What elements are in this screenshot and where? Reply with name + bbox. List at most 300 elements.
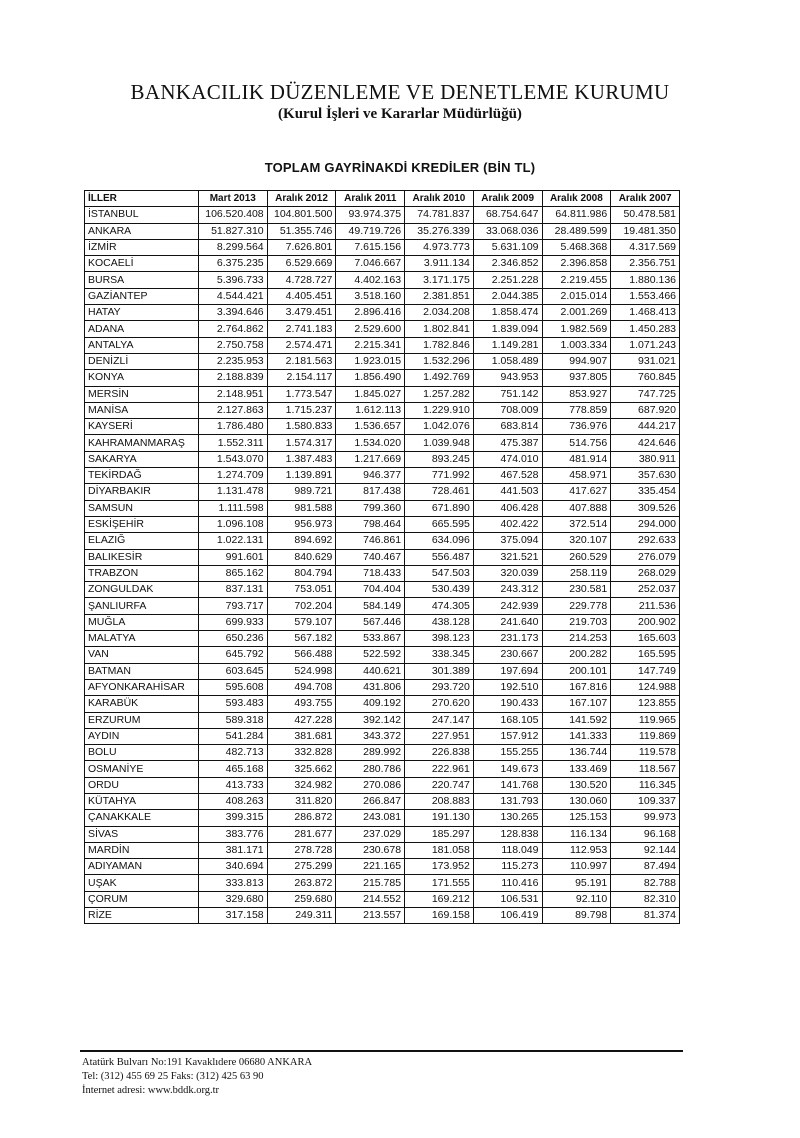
value-cell: 311.820 bbox=[267, 793, 336, 809]
value-cell: 2.750.758 bbox=[198, 337, 267, 353]
value-cell: 200.902 bbox=[611, 614, 680, 630]
value-cell: 340.694 bbox=[198, 859, 267, 875]
value-cell: 325.662 bbox=[267, 761, 336, 777]
value-cell: 383.776 bbox=[198, 826, 267, 842]
value-cell: 211.536 bbox=[611, 598, 680, 614]
value-cell: 837.131 bbox=[198, 582, 267, 598]
value-cell: 1.580.833 bbox=[267, 419, 336, 435]
value-cell: 64.811.986 bbox=[542, 207, 611, 223]
value-cell: 1.039.948 bbox=[405, 435, 474, 451]
value-cell: 853.927 bbox=[542, 386, 611, 402]
value-cell: 4.728.727 bbox=[267, 272, 336, 288]
column-header-cities: İLLER bbox=[85, 191, 199, 207]
value-cell: 263.872 bbox=[267, 875, 336, 891]
table-row bbox=[85, 549, 680, 565]
value-cell: 118.049 bbox=[473, 842, 542, 858]
value-cell: 124.988 bbox=[611, 679, 680, 695]
value-cell: 1.042.076 bbox=[405, 419, 474, 435]
value-cell: 8.299.564 bbox=[198, 239, 267, 255]
value-cell: 1.111.598 bbox=[198, 500, 267, 516]
value-cell: 89.798 bbox=[542, 908, 611, 924]
value-cell: 372.514 bbox=[542, 516, 611, 532]
value-cell: 1.492.769 bbox=[405, 370, 474, 386]
value-cell: 704.404 bbox=[336, 582, 405, 598]
city-name-cell: KAYSERİ bbox=[85, 419, 199, 435]
value-cell: 424.646 bbox=[611, 435, 680, 451]
value-cell: 6.375.235 bbox=[198, 256, 267, 272]
column-header-aralik-2009: Aralık 2009 bbox=[473, 191, 542, 207]
value-cell: 324.982 bbox=[267, 777, 336, 793]
credits-table bbox=[84, 190, 680, 924]
value-cell: 169.158 bbox=[405, 908, 474, 924]
value-cell: 399.315 bbox=[198, 810, 267, 826]
table-row bbox=[85, 614, 680, 630]
table-row bbox=[85, 370, 680, 386]
value-cell: 87.494 bbox=[611, 859, 680, 875]
table-row bbox=[85, 859, 680, 875]
table-row bbox=[85, 516, 680, 532]
value-cell: 4.317.569 bbox=[611, 239, 680, 255]
value-cell: 149.673 bbox=[473, 761, 542, 777]
table-row bbox=[85, 402, 680, 418]
value-cell: 106.419 bbox=[473, 908, 542, 924]
value-cell: 270.086 bbox=[336, 777, 405, 793]
value-cell: 931.021 bbox=[611, 353, 680, 369]
value-cell: 259.680 bbox=[267, 891, 336, 907]
value-cell: 230.667 bbox=[473, 647, 542, 663]
value-cell: 19.481.350 bbox=[611, 223, 680, 239]
value-cell: 2.044.385 bbox=[473, 288, 542, 304]
value-cell: 817.438 bbox=[336, 484, 405, 500]
value-cell: 106.531 bbox=[473, 891, 542, 907]
value-cell: 28.489.599 bbox=[542, 223, 611, 239]
value-cell: 95.191 bbox=[542, 875, 611, 891]
city-name-cell: ÇORUM bbox=[85, 891, 199, 907]
value-cell: 190.433 bbox=[473, 696, 542, 712]
value-cell: 222.961 bbox=[405, 761, 474, 777]
value-cell: 3.171.175 bbox=[405, 272, 474, 288]
value-cell: 524.998 bbox=[267, 663, 336, 679]
value-cell: 294.000 bbox=[611, 516, 680, 532]
footer-website: İnternet adresi: www.bddk.org.tr bbox=[82, 1085, 220, 1096]
value-cell: 7.046.667 bbox=[336, 256, 405, 272]
table-row bbox=[85, 256, 680, 272]
value-cell: 793.717 bbox=[198, 598, 267, 614]
value-cell: 799.360 bbox=[336, 500, 405, 516]
value-cell: 82.788 bbox=[611, 875, 680, 891]
value-cell: 894.692 bbox=[267, 533, 336, 549]
value-cell: 994.907 bbox=[542, 353, 611, 369]
column-header-aralik-2011: Aralık 2011 bbox=[336, 191, 405, 207]
value-cell: 409.192 bbox=[336, 696, 405, 712]
value-cell: 441.503 bbox=[473, 484, 542, 500]
value-cell: 155.255 bbox=[473, 745, 542, 761]
value-cell: 278.728 bbox=[267, 842, 336, 858]
value-cell: 147.749 bbox=[611, 663, 680, 679]
value-cell: 247.147 bbox=[405, 712, 474, 728]
value-cell: 1.773.547 bbox=[267, 386, 336, 402]
value-cell: 1.217.669 bbox=[336, 451, 405, 467]
value-cell: 280.786 bbox=[336, 761, 405, 777]
value-cell: 157.912 bbox=[473, 728, 542, 744]
value-cell: 3.394.646 bbox=[198, 305, 267, 321]
column-header-mart-2013: Mart 2013 bbox=[198, 191, 267, 207]
table-row bbox=[85, 337, 680, 353]
value-cell: 317.158 bbox=[198, 908, 267, 924]
value-cell: 130.265 bbox=[473, 810, 542, 826]
value-cell: 1.715.237 bbox=[267, 402, 336, 418]
value-cell: 112.953 bbox=[542, 842, 611, 858]
value-cell: 192.510 bbox=[473, 679, 542, 695]
table-row bbox=[85, 353, 680, 369]
value-cell: 141.333 bbox=[542, 728, 611, 744]
value-cell: 99.973 bbox=[611, 810, 680, 826]
value-cell: 1.149.281 bbox=[473, 337, 542, 353]
city-name-cell: DİYARBAKIR bbox=[85, 484, 199, 500]
value-cell: 167.107 bbox=[542, 696, 611, 712]
value-cell: 380.911 bbox=[611, 451, 680, 467]
value-cell: 3.911.134 bbox=[405, 256, 474, 272]
value-cell: 185.297 bbox=[405, 826, 474, 842]
value-cell: 200.101 bbox=[542, 663, 611, 679]
city-name-cell: BATMAN bbox=[85, 663, 199, 679]
value-cell: 289.992 bbox=[336, 745, 405, 761]
department-subtitle: (Kurul İşleri ve Kararlar Müdürlüğü) bbox=[278, 106, 522, 122]
value-cell: 1.845.027 bbox=[336, 386, 405, 402]
value-cell: 119.869 bbox=[611, 728, 680, 744]
value-cell: 237.029 bbox=[336, 826, 405, 842]
value-cell: 1.543.070 bbox=[198, 451, 267, 467]
value-cell: 1.096.108 bbox=[198, 516, 267, 532]
value-cell: 131.793 bbox=[473, 793, 542, 809]
value-cell: 226.838 bbox=[405, 745, 474, 761]
value-cell: 7.626.801 bbox=[267, 239, 336, 255]
value-cell: 242.939 bbox=[473, 598, 542, 614]
value-cell: 671.890 bbox=[405, 500, 474, 516]
value-cell: 2.034.208 bbox=[405, 305, 474, 321]
column-header-aralik-2008: Aralık 2008 bbox=[542, 191, 611, 207]
city-name-cell: ADANA bbox=[85, 321, 199, 337]
value-cell: 221.165 bbox=[336, 859, 405, 875]
city-name-cell: HATAY bbox=[85, 305, 199, 321]
value-cell: 375.094 bbox=[473, 533, 542, 549]
value-cell: 96.168 bbox=[611, 826, 680, 842]
city-name-cell: TRABZON bbox=[85, 565, 199, 581]
value-cell: 2.574.471 bbox=[267, 337, 336, 353]
value-cell: 771.992 bbox=[405, 468, 474, 484]
value-cell: 567.446 bbox=[336, 614, 405, 630]
value-cell: 1.574.317 bbox=[267, 435, 336, 451]
value-cell: 5.631.109 bbox=[473, 239, 542, 255]
value-cell: 133.469 bbox=[542, 761, 611, 777]
value-cell: 989.721 bbox=[267, 484, 336, 500]
value-cell: 118.567 bbox=[611, 761, 680, 777]
table-row bbox=[85, 321, 680, 337]
value-cell: 1.229.910 bbox=[405, 402, 474, 418]
table-row bbox=[85, 435, 680, 451]
value-cell: 106.520.408 bbox=[198, 207, 267, 223]
value-cell: 293.720 bbox=[405, 679, 474, 695]
value-cell: 407.888 bbox=[542, 500, 611, 516]
value-cell: 634.096 bbox=[405, 533, 474, 549]
city-name-cell: İSTANBUL bbox=[85, 207, 199, 223]
city-name-cell: ANKARA bbox=[85, 223, 199, 239]
value-cell: 136.744 bbox=[542, 745, 611, 761]
table-row bbox=[85, 891, 680, 907]
value-cell: 760.845 bbox=[611, 370, 680, 386]
value-cell: 943.953 bbox=[473, 370, 542, 386]
value-cell: 736.976 bbox=[542, 419, 611, 435]
value-cell: 109.337 bbox=[611, 793, 680, 809]
value-cell: 320.039 bbox=[473, 565, 542, 581]
value-cell: 1.880.136 bbox=[611, 272, 680, 288]
value-cell: 392.142 bbox=[336, 712, 405, 728]
value-cell: 243.312 bbox=[473, 582, 542, 598]
value-cell: 1.131.478 bbox=[198, 484, 267, 500]
value-cell: 2.001.269 bbox=[542, 305, 611, 321]
value-cell: 2.529.600 bbox=[336, 321, 405, 337]
value-cell: 2.154.117 bbox=[267, 370, 336, 386]
value-cell: 2.148.951 bbox=[198, 386, 267, 402]
value-cell: 2.741.183 bbox=[267, 321, 336, 337]
value-cell: 5.468.368 bbox=[542, 239, 611, 255]
value-cell: 130.520 bbox=[542, 777, 611, 793]
value-cell: 1.858.474 bbox=[473, 305, 542, 321]
table-row bbox=[85, 793, 680, 809]
table-row bbox=[85, 272, 680, 288]
value-cell: 227.951 bbox=[405, 728, 474, 744]
value-cell: 301.389 bbox=[405, 663, 474, 679]
value-cell: 589.318 bbox=[198, 712, 267, 728]
table-row bbox=[85, 679, 680, 695]
table-row bbox=[85, 663, 680, 679]
city-name-cell: BURSA bbox=[85, 272, 199, 288]
value-cell: 220.747 bbox=[405, 777, 474, 793]
value-cell: 215.785 bbox=[336, 875, 405, 891]
value-cell: 51.355.746 bbox=[267, 223, 336, 239]
value-cell: 343.372 bbox=[336, 728, 405, 744]
value-cell: 1.802.841 bbox=[405, 321, 474, 337]
value-cell: 2.396.858 bbox=[542, 256, 611, 272]
value-cell: 840.629 bbox=[267, 549, 336, 565]
value-cell: 541.284 bbox=[198, 728, 267, 744]
city-name-cell: MARDİN bbox=[85, 842, 199, 858]
table-header-row bbox=[85, 191, 680, 207]
city-name-cell: DENİZLİ bbox=[85, 353, 199, 369]
value-cell: 49.719.726 bbox=[336, 223, 405, 239]
value-cell: 474.305 bbox=[405, 598, 474, 614]
value-cell: 683.814 bbox=[473, 419, 542, 435]
value-cell: 169.212 bbox=[405, 891, 474, 907]
value-cell: 381.171 bbox=[198, 842, 267, 858]
value-cell: 746.861 bbox=[336, 533, 405, 549]
value-cell: 530.439 bbox=[405, 582, 474, 598]
value-cell: 438.128 bbox=[405, 614, 474, 630]
value-cell: 110.416 bbox=[473, 875, 542, 891]
table-row bbox=[85, 468, 680, 484]
value-cell: 2.764.862 bbox=[198, 321, 267, 337]
organization-title: BANKACILIK DÜZENLEME VE DENETLEME KURUMU bbox=[130, 80, 670, 104]
value-cell: 804.794 bbox=[267, 565, 336, 581]
value-cell: 522.592 bbox=[336, 647, 405, 663]
value-cell: 270.620 bbox=[405, 696, 474, 712]
value-cell: 956.973 bbox=[267, 516, 336, 532]
table-row bbox=[85, 533, 680, 549]
table-row bbox=[85, 223, 680, 239]
value-cell: 130.060 bbox=[542, 793, 611, 809]
value-cell: 4.405.451 bbox=[267, 288, 336, 304]
value-cell: 231.173 bbox=[473, 631, 542, 647]
table-row bbox=[85, 598, 680, 614]
value-cell: 579.107 bbox=[267, 614, 336, 630]
value-cell: 740.467 bbox=[336, 549, 405, 565]
value-cell: 2.127.863 bbox=[198, 402, 267, 418]
value-cell: 81.374 bbox=[611, 908, 680, 924]
table-title: TOPLAM GAYRİNAKDİ KREDİLER (BİN TL) bbox=[264, 160, 536, 175]
value-cell: 125.153 bbox=[542, 810, 611, 826]
value-cell: 4.402.163 bbox=[336, 272, 405, 288]
city-name-cell: BOLU bbox=[85, 745, 199, 761]
value-cell: 115.273 bbox=[473, 859, 542, 875]
value-cell: 493.755 bbox=[267, 696, 336, 712]
value-cell: 241.640 bbox=[473, 614, 542, 630]
city-name-cell: KOCAELİ bbox=[85, 256, 199, 272]
city-name-cell: BALIKESİR bbox=[85, 549, 199, 565]
table-row bbox=[85, 728, 680, 744]
value-cell: 173.952 bbox=[405, 859, 474, 875]
value-cell: 2.381.851 bbox=[405, 288, 474, 304]
value-cell: 650.236 bbox=[198, 631, 267, 647]
city-name-cell: ADIYAMAN bbox=[85, 859, 199, 875]
table-row bbox=[85, 419, 680, 435]
value-cell: 197.694 bbox=[473, 663, 542, 679]
value-cell: 708.009 bbox=[473, 402, 542, 418]
footer-address: Atatürk Bulvarı No:191 Kavaklıdere 06680 ANKARA bbox=[82, 1057, 313, 1068]
city-name-cell: VAN bbox=[85, 647, 199, 663]
city-name-cell: ANTALYA bbox=[85, 337, 199, 353]
table-row bbox=[85, 875, 680, 891]
city-name-cell: KONYA bbox=[85, 370, 199, 386]
value-cell: 567.182 bbox=[267, 631, 336, 647]
value-cell: 171.555 bbox=[405, 875, 474, 891]
table-row bbox=[85, 500, 680, 516]
value-cell: 475.387 bbox=[473, 435, 542, 451]
value-cell: 514.756 bbox=[542, 435, 611, 451]
city-name-cell: KAHRAMANMARAŞ bbox=[85, 435, 199, 451]
city-name-cell: MUĞLA bbox=[85, 614, 199, 630]
city-name-cell: AFYONKARAHİSAR bbox=[85, 679, 199, 695]
value-cell: 281.677 bbox=[267, 826, 336, 842]
value-cell: 116.134 bbox=[542, 826, 611, 842]
city-name-cell: ELAZIĞ bbox=[85, 533, 199, 549]
value-cell: 230.581 bbox=[542, 582, 611, 598]
value-cell: 167.816 bbox=[542, 679, 611, 695]
city-name-cell: UŞAK bbox=[85, 875, 199, 891]
value-cell: 645.792 bbox=[198, 647, 267, 663]
table-row bbox=[85, 761, 680, 777]
table-row bbox=[85, 842, 680, 858]
value-cell: 467.528 bbox=[473, 468, 542, 484]
value-cell: 946.377 bbox=[336, 468, 405, 484]
value-cell: 82.310 bbox=[611, 891, 680, 907]
value-cell: 4.544.421 bbox=[198, 288, 267, 304]
value-cell: 4.973.773 bbox=[405, 239, 474, 255]
table-row bbox=[85, 696, 680, 712]
value-cell: 214.253 bbox=[542, 631, 611, 647]
value-cell: 1.532.296 bbox=[405, 353, 474, 369]
value-cell: 35.276.339 bbox=[405, 223, 474, 239]
city-name-cell: ERZURUM bbox=[85, 712, 199, 728]
column-header-aralik-2012: Aralık 2012 bbox=[267, 191, 336, 207]
value-cell: 3.518.160 bbox=[336, 288, 405, 304]
value-cell: 74.781.837 bbox=[405, 207, 474, 223]
value-cell: 258.119 bbox=[542, 565, 611, 581]
value-cell: 2.015.014 bbox=[542, 288, 611, 304]
value-cell: 2.346.852 bbox=[473, 256, 542, 272]
value-cell: 92.144 bbox=[611, 842, 680, 858]
value-cell: 482.713 bbox=[198, 745, 267, 761]
value-cell: 2.188.839 bbox=[198, 370, 267, 386]
value-cell: 798.464 bbox=[336, 516, 405, 532]
value-cell: 5.396.733 bbox=[198, 272, 267, 288]
footer-phone: Tel: (312) 455 69 25 Faks: (312) 425 63 90 bbox=[82, 1071, 264, 1082]
value-cell: 104.801.500 bbox=[267, 207, 336, 223]
table-row bbox=[85, 239, 680, 255]
table-body bbox=[85, 207, 680, 924]
value-cell: 981.588 bbox=[267, 500, 336, 516]
table-row bbox=[85, 451, 680, 467]
value-cell: 260.529 bbox=[542, 549, 611, 565]
value-cell: 252.037 bbox=[611, 582, 680, 598]
city-name-cell: KÜTAHYA bbox=[85, 793, 199, 809]
value-cell: 110.997 bbox=[542, 859, 611, 875]
value-cell: 333.813 bbox=[198, 875, 267, 891]
value-cell: 413.733 bbox=[198, 777, 267, 793]
value-cell: 1.003.334 bbox=[542, 337, 611, 353]
value-cell: 417.627 bbox=[542, 484, 611, 500]
table-row bbox=[85, 810, 680, 826]
value-cell: 431.806 bbox=[336, 679, 405, 695]
value-cell: 275.299 bbox=[267, 859, 336, 875]
value-cell: 230.678 bbox=[336, 842, 405, 858]
value-cell: 1.450.283 bbox=[611, 321, 680, 337]
value-cell: 1.139.891 bbox=[267, 468, 336, 484]
value-cell: 92.110 bbox=[542, 891, 611, 907]
value-cell: 165.603 bbox=[611, 631, 680, 647]
value-cell: 2.896.416 bbox=[336, 305, 405, 321]
value-cell: 408.263 bbox=[198, 793, 267, 809]
value-cell: 2.219.455 bbox=[542, 272, 611, 288]
value-cell: 93.974.375 bbox=[336, 207, 405, 223]
value-cell: 440.621 bbox=[336, 663, 405, 679]
city-name-cell: TEKİRDAĞ bbox=[85, 468, 199, 484]
value-cell: 286.872 bbox=[267, 810, 336, 826]
value-cell: 191.130 bbox=[405, 810, 474, 826]
footer-divider bbox=[80, 1050, 683, 1052]
value-cell: 566.488 bbox=[267, 647, 336, 663]
value-cell: 292.633 bbox=[611, 533, 680, 549]
table-row bbox=[85, 908, 680, 924]
value-cell: 141.592 bbox=[542, 712, 611, 728]
value-cell: 165.595 bbox=[611, 647, 680, 663]
value-cell: 68.754.647 bbox=[473, 207, 542, 223]
city-name-cell: SİVAS bbox=[85, 826, 199, 842]
value-cell: 1.982.569 bbox=[542, 321, 611, 337]
column-header-aralik-2007: Aralık 2007 bbox=[611, 191, 680, 207]
value-cell: 1.536.657 bbox=[336, 419, 405, 435]
value-cell: 728.461 bbox=[405, 484, 474, 500]
value-cell: 329.680 bbox=[198, 891, 267, 907]
